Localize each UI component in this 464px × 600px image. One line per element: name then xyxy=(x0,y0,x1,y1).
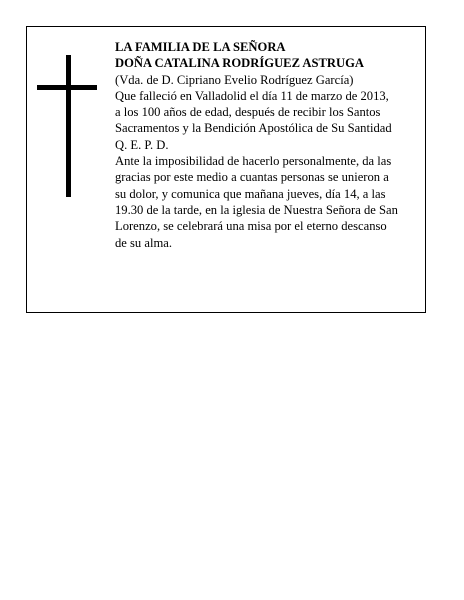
thanks-line: de su alma. xyxy=(115,235,173,250)
death-line: a los 100 años de edad, después de recibir los Santos xyxy=(115,105,381,120)
thanks-line: 19.30 de la tarde, en la iglesia de Nuestra Señora de San xyxy=(115,202,398,217)
thanks-line: Ante la imposibilidad de hacerlo personalmente, da las xyxy=(115,154,392,169)
notice-text xyxy=(115,39,421,251)
heading-family: LA FAMILIA DE LA SEÑORA xyxy=(115,40,286,54)
latin-cross-icon xyxy=(37,55,97,197)
thanks-line: Lorenzo, se celebrará una misa por el eterno descanso xyxy=(115,219,387,234)
death-line: Que falleció en Valladolid el día 11 de marzo de 2013, xyxy=(115,88,389,103)
obituary-notice xyxy=(26,26,426,313)
cross-vertical-bar xyxy=(66,55,71,197)
death-line: Sacramentos y la Bendición Apostólica de Su Santidad xyxy=(115,121,392,136)
heading-deceased-name: DOÑA CATALINA RODRÍGUEZ ASTRUGA xyxy=(115,56,364,71)
rip-line: Q. E. P. D. xyxy=(115,137,169,152)
thanks-line: gracias por este medio a cuantas personas se unieron a xyxy=(115,170,389,185)
cross-horizontal-bar xyxy=(37,85,97,90)
widow-of-line: (Vda. de D. Cipriano Evelio Rodríguez García) xyxy=(115,72,354,87)
thanks-line: su dolor, y comunica que mañana jueves, día 14, a las xyxy=(115,186,386,201)
